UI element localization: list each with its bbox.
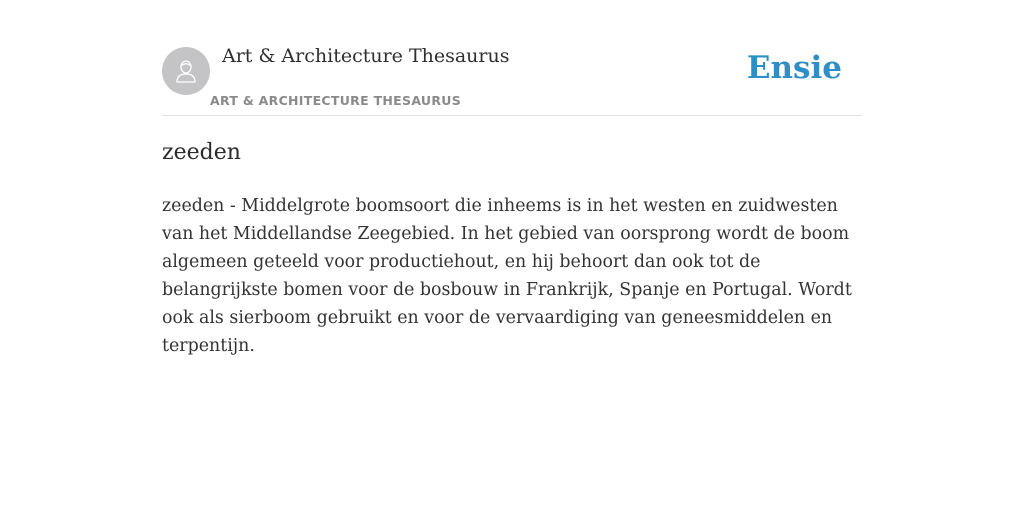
page-container [162,0,862,356]
brand-logo[interactable]: Ensie [746,50,842,86]
avatar[interactable] [162,47,210,95]
user-icon [172,57,200,85]
entry-header [162,0,862,116]
entry-term: zeeden [162,140,241,165]
source-subtitle[interactable]: ART & ARCHITECTURE THESAURUS [210,93,462,108]
source-title[interactable]: Art & Architecture Thesaurus [222,45,510,67]
entry-definition: zeeden - Middelgrote boomsoort die inheems is in het westen en zuidwesten van het Middellandse Zeegebied. In het gebied van oorsprong wordt de boom algemeen geteeld voor productiehout, en hij behoort dan ook tot de belangrijkste bomen voor de bosbouw in Frankrijk, Spanje en Portugal. Wordt ook als sierboom gebruikt en voor de vervaardiging van geneesmiddelen en terpentijn. [162,196,852,356]
